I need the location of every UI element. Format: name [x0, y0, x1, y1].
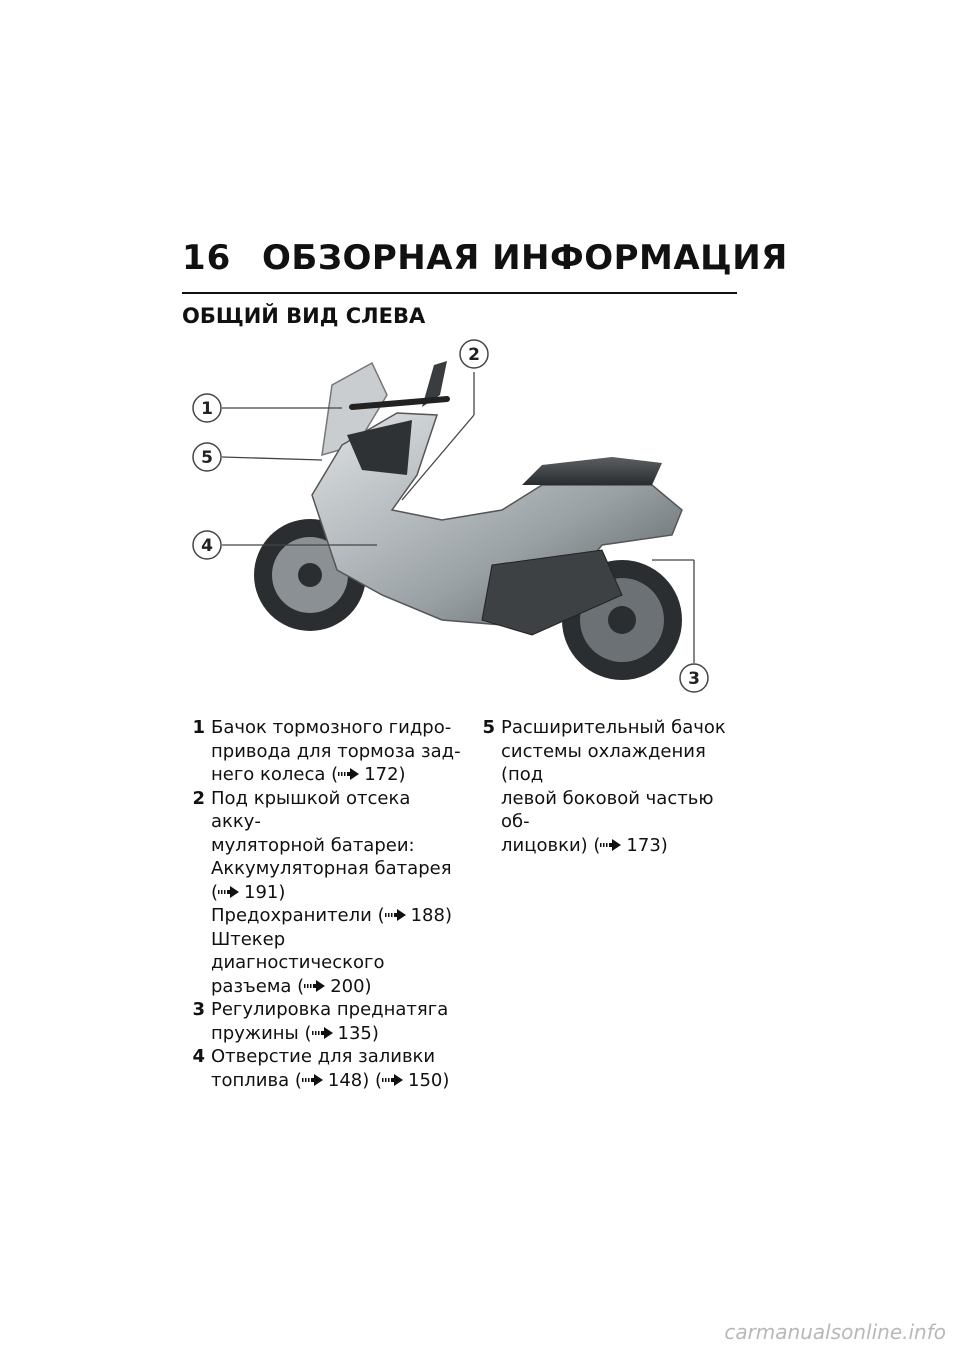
legend-item-4 [182, 1045, 462, 1092]
legend-line: Расширительный бачок [501, 717, 726, 738]
seat [522, 457, 662, 485]
legend-line: левой боковой частью об- [501, 787, 714, 832]
page-reference[interactable]: 148) [327, 1069, 370, 1091]
svg-text:1: 1 [201, 399, 213, 419]
page-reference-arrow-icon [312, 1026, 334, 1040]
legend-line: ( 191) [211, 881, 286, 903]
callout-2 [460, 340, 488, 368]
callout-3 [680, 664, 708, 692]
legend-line: Аккумуляторная батарея [211, 858, 452, 879]
legend-line: Отверстие для заливки [211, 1046, 436, 1067]
legend-item-number: 1 [192, 717, 205, 738]
page-reference[interactable]: 173) [626, 834, 668, 856]
legend-column-right [472, 716, 740, 857]
legend-line: Бачок тормозного гидро- [211, 717, 452, 738]
legend-line: привода для тормоза зад- [211, 740, 461, 762]
page-reference[interactable]: 200) [330, 975, 372, 997]
header-divider [182, 292, 737, 294]
legend-line: пружины ( 135) [211, 1022, 379, 1044]
page-reference-arrow-icon [382, 1073, 404, 1087]
legend-column-left [182, 716, 462, 1092]
legend-line: муляторной батареи: [211, 834, 415, 856]
scooter-left-view-illustration [182, 335, 737, 700]
legend-item-text [211, 787, 462, 999]
legend-line: Предохранители ( 188) [211, 905, 452, 926]
legend-item-text [211, 998, 462, 1045]
page-reference[interactable]: 188) [410, 905, 452, 926]
legend-line: Регулировка преднатяга [211, 999, 449, 1020]
page-reference-arrow-icon [218, 885, 240, 899]
legend-line: него колеса ( 172) [211, 764, 406, 785]
legend-line: Штекер диагностического [211, 928, 385, 973]
legend-line: топлива ( 148) ( 150) [211, 1069, 450, 1091]
legend-item-text [211, 1045, 462, 1092]
legend-item-3 [182, 998, 462, 1045]
svg-text:5: 5 [201, 448, 213, 468]
page-reference[interactable]: 191) [244, 881, 286, 903]
legend-line: Под крышкой отсека акку- [211, 787, 411, 832]
callout-5 [193, 443, 221, 471]
svg-text:3: 3 [688, 669, 700, 689]
legend-item-text [501, 716, 740, 857]
page-reference[interactable]: 172) [364, 764, 406, 785]
legend-item-number: 5 [482, 717, 495, 738]
chapter-title: ОБЗОРНАЯ ИНФОРМАЦИЯ [262, 238, 788, 278]
legend-item-text [211, 716, 462, 787]
legend-line: системы охлаждения (под [501, 740, 706, 785]
page-reference-arrow-icon [302, 1073, 324, 1087]
page-reference[interactable]: 135) [337, 1022, 379, 1044]
legend-item-number: 3 [192, 999, 205, 1020]
callout-1 [193, 394, 221, 422]
svg-text:4: 4 [201, 536, 213, 556]
callout-4 [193, 531, 221, 559]
legend-item-number: 4 [192, 1046, 205, 1067]
legend-item-5 [472, 716, 740, 857]
svg-text:2: 2 [468, 345, 480, 365]
legend-item-1 [182, 716, 462, 787]
watermark: carmanualsonline.info [724, 1320, 946, 1344]
legend-line: лицовки) ( 173) [501, 834, 668, 856]
section-title: ОБЩИЙ ВИД СЛЕВА [182, 304, 426, 328]
page-number: 16 [182, 238, 232, 278]
legend-item-2 [182, 787, 462, 999]
page-reference-arrow-icon [338, 767, 360, 781]
page-reference-arrow-icon [600, 838, 622, 852]
legend-line: разъема ( 200) [211, 975, 372, 997]
page-reference-arrow-icon [385, 908, 407, 922]
page-reference[interactable]: 150) [408, 1069, 450, 1091]
legend-item-number: 2 [192, 787, 205, 809]
page-reference-arrow-icon [304, 979, 326, 993]
